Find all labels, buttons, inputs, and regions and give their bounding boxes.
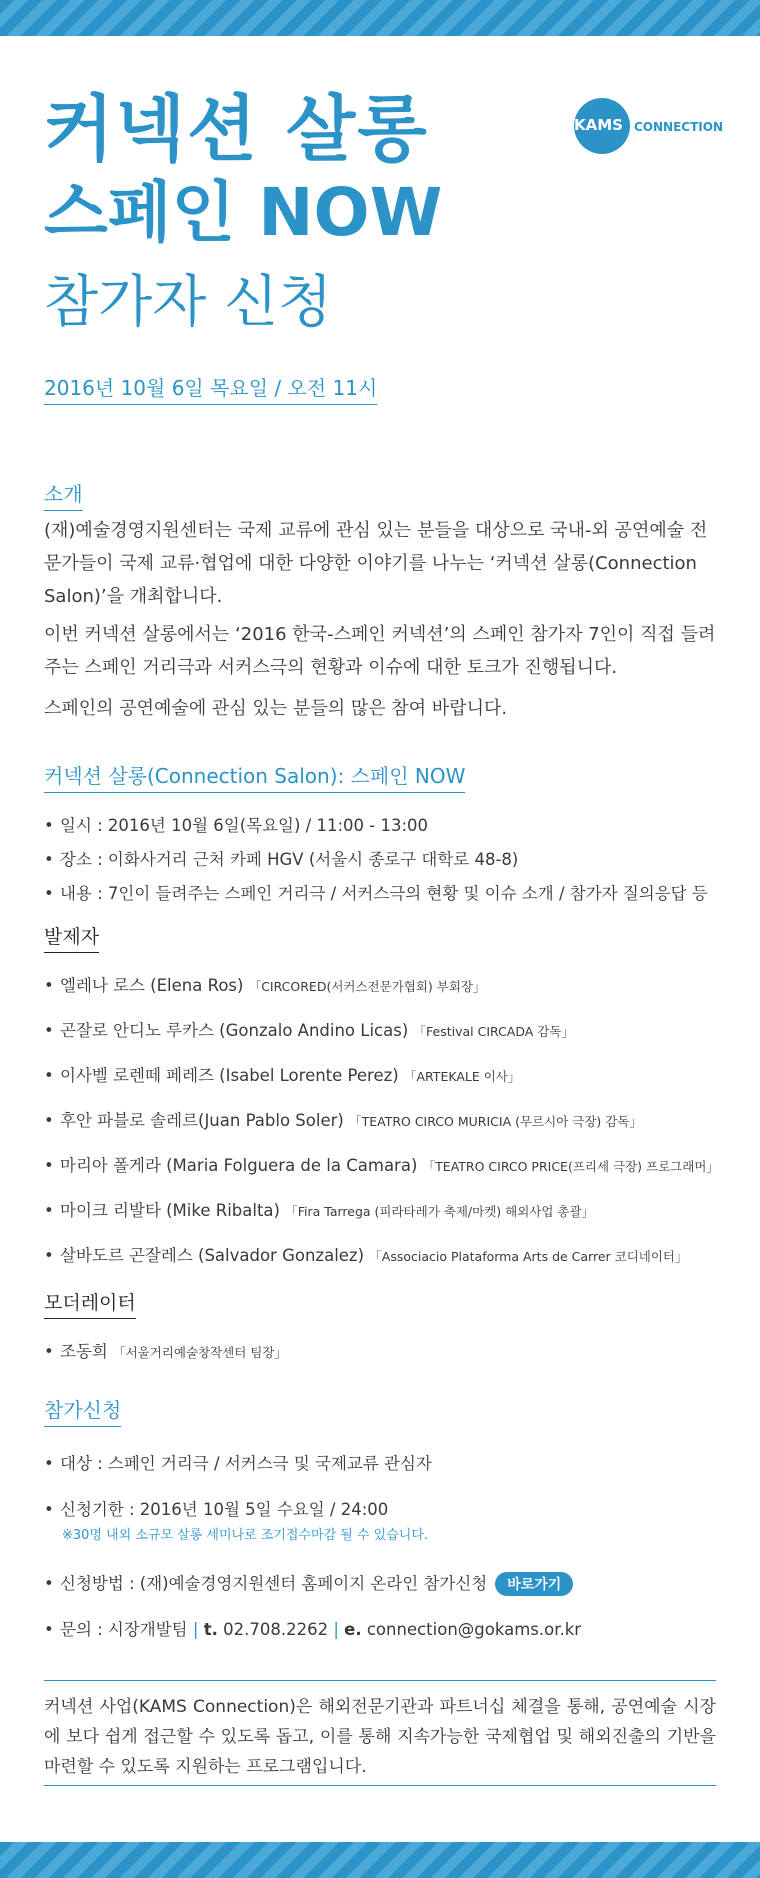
speaker-item: • 마리아 폴게라 (Maria Folguera de la Camara) 「TEATRO CIRCO PRICE(프리세 극장) 프로그래머」 [44, 1156, 719, 1175]
salon-item-text: 일시 : 2016년 10월 6일(목요일) / 11:00 - 13:00 [60, 816, 429, 835]
speaker-name: 마리아 폴게라 (Maria Folguera de la Camara) [60, 1156, 418, 1175]
speaker-role: 「CIRCORED(서커스전문가협회) 부회장」 [248, 979, 486, 994]
speaker-name: 이사벨 로렌떼 페레즈 (Isabel Lorente Perez) [60, 1066, 399, 1085]
speaker-role: 「TEATRO CIRCO MURICIA (무르시아 극장) 감독」 [349, 1114, 642, 1129]
contact-email[interactable]: connection@gokams.or.kr [366, 1620, 582, 1639]
apply-note: ※30명 내외 소규모 살롱 세미나로 조기접수마감 될 수 있습니다. [62, 1528, 429, 1543]
go-button[interactable]: 바로가기 [495, 1572, 573, 1596]
moderator-item: • 조동희 「서울거리예술창작센터 팀장」 [44, 1342, 287, 1361]
speaker-name: 살바도르 곤잘레스 (Salvador Gonzalez) [60, 1246, 365, 1265]
title-line-1: 커넥션 살롱 [44, 87, 429, 171]
intro-paragraph-2: 이번 커넥션 살롱에서는 ‘2016 한국-스페인 커넥션’의 스페인 참가자 7인이 직접 들려주는 스페인 거리극과 서커스극의 현황과 이슈에 대한 토크가 진행됩니다. [44, 624, 716, 678]
speaker-role: 「Festival CIRCADA 감독」 [413, 1024, 574, 1039]
intro-paragraph-3: 스페인의 공연예술에 관심 있는 분들의 많은 참여 바랍니다. [44, 698, 508, 719]
salon-heading: 커넥션 살롱(Connection Salon): 스페인 NOW [44, 760, 465, 793]
logo-connection-text: CONNECTION [634, 120, 723, 134]
salon-item-place: • 장소 : 이화사거리 근처 카페 HGV (서울시 종로구 대학로 48-8) [44, 850, 519, 869]
separator: | [192, 1620, 199, 1639]
tel-label: t. [203, 1620, 218, 1639]
apply-method: • 신청방법 : (재)예술경영지원센터 홈페이지 온라인 참가신청 바로가기 [44, 1570, 573, 1596]
apply-target: • 대상 : 스페인 거리극 / 서커스극 및 국제교류 관심자 [44, 1454, 432, 1473]
apply-heading: 참가신청 [44, 1394, 121, 1427]
intro-heading: 소개 [44, 478, 83, 511]
moderator-role: 「서울거리예술창작센터 팀장」 [113, 1345, 287, 1360]
salon-item-content: • 내용 : 7인이 들려주는 스페인 거리극 / 서커스극의 현황 및 이슈 소개 / 참가자 질의응답 등 [44, 884, 708, 903]
speaker-name: 후안 파블로 솔레르(Juan Pablo Soler) [60, 1111, 344, 1130]
speaker-name: 마이크 리발타 (Mike Ribalta) [60, 1201, 280, 1220]
logo-kams-text: KAMS [574, 116, 623, 134]
contact-phone: 02.708.2262 [223, 1620, 329, 1639]
event-date: 2016년 10월 6일 목요일 / 오전 11시 [44, 372, 377, 405]
speaker-item: • 후안 파블로 솔레르(Juan Pablo Soler) 「TEATRO CIRCO MURICIA (무르시아 극장) 감독」 [44, 1111, 642, 1130]
speaker-item: • 이사벨 로렌떼 페레즈 (Isabel Lorente Perez) 「ARTEKALE 이사」 [44, 1066, 521, 1085]
moderator-heading: 모더레이터 [44, 1288, 136, 1319]
speaker-item: • 엘레나 로스 (Elena Ros) 「CIRCORED(서커스전문가협회) 부회장」 [44, 976, 486, 995]
apply-deadline: • 신청기한 : 2016년 10월 5일 수요일 / 24:00 [44, 1500, 389, 1519]
speaker-role: 「Fira Tarrega (피라타레가 축제/마켓) 해외사업 총괄」 [285, 1204, 595, 1219]
speaker-role: 「Associacio Plataforma Arts de Carrer 코디네이터」 [369, 1249, 688, 1264]
speaker-name: 곤잘로 안디노 루카스 (Gonzalo Andino Licas) [60, 1021, 409, 1040]
top-stripe-banner [0, 0, 760, 36]
kams-connection-logo [574, 98, 760, 154]
speakers-heading: 발제자 [44, 922, 99, 953]
apply-contact: • 문의 : 시장개발팀 | t. 02.708.2262 | e. connection@gokams.or.kr [44, 1620, 582, 1639]
moderator-name: 조동희 [60, 1342, 108, 1361]
speaker-item: • 살바도르 곤잘레스 (Salvador Gonzalez) 「Associacio Plataforma Arts de Carrer 코디네이터」 [44, 1246, 688, 1265]
footer-description: 커넥션 사업(KAMS Connection)은 해외전문기관과 파트너십 체결을 통해, 공연예술 시장에 보다 쉽게 접근할 수 있도록 돕고, 이를 통해 지속가능한 국제협업 및 해외진출의 기반을 마련할 수 있도록 지원하는 프로그램입니다. [44, 1697, 716, 1777]
contact-label: 문의 : 시장개발팀 [60, 1620, 188, 1639]
email-label: e. [344, 1620, 362, 1639]
speaker-role: 「TEATRO CIRCO PRICE(프리세 극장) 프로그래머」 [422, 1159, 719, 1174]
intro-paragraph-1: (재)예술경영지원센터는 국제 교류에 관심 있는 분들을 대상으로 국내-외 공연예술 전문가들이 국제 교류·협업에 대한 다양한 이야기를 나누는 ‘커넥션 살롱(Connection Salon)’을 개최합니다. [44, 520, 708, 607]
speaker-item: • 마이크 리발타 (Mike Ribalta) 「Fira Tarrega (피라타레가 축제/마켓) 해외사업 총괄」 [44, 1201, 595, 1220]
speaker-item: • 곤잘로 안디노 루카스 (Gonzalo Andino Licas) 「Festival CIRCADA 감독」 [44, 1021, 574, 1040]
speaker-role: 「ARTEKALE 이사」 [403, 1069, 521, 1084]
salon-item-text: 장소 : 이화사거리 근처 카페 HGV (서울시 종로구 대학로 48-8) [60, 850, 519, 869]
title-line-3: 참가자 신청 [44, 270, 333, 335]
salon-item-text: 내용 : 7인이 들려주는 스페인 거리극 / 서커스극의 현황 및 이슈 소개 / 참가자 질의응답 등 [60, 884, 708, 903]
title-line-2: 스페인 NOW [44, 174, 443, 251]
salon-item-datetime: • 일시 : 2016년 10월 6일(목요일) / 11:00 - 13:00 [44, 816, 429, 835]
separator: | [333, 1620, 339, 1639]
bottom-stripe-banner [0, 1842, 760, 1878]
apply-method-text: 신청방법 : (재)예술경영지원센터 홈페이지 온라인 참가신청 [60, 1574, 488, 1593]
speaker-name: 엘레나 로스 (Elena Ros) [60, 976, 244, 995]
apply-deadline-text: 신청기한 : 2016년 10월 5일 수요일 / 24:00 [60, 1500, 389, 1519]
apply-target-text: 대상 : 스페인 거리극 / 서커스극 및 국제교류 관심자 [60, 1454, 432, 1473]
